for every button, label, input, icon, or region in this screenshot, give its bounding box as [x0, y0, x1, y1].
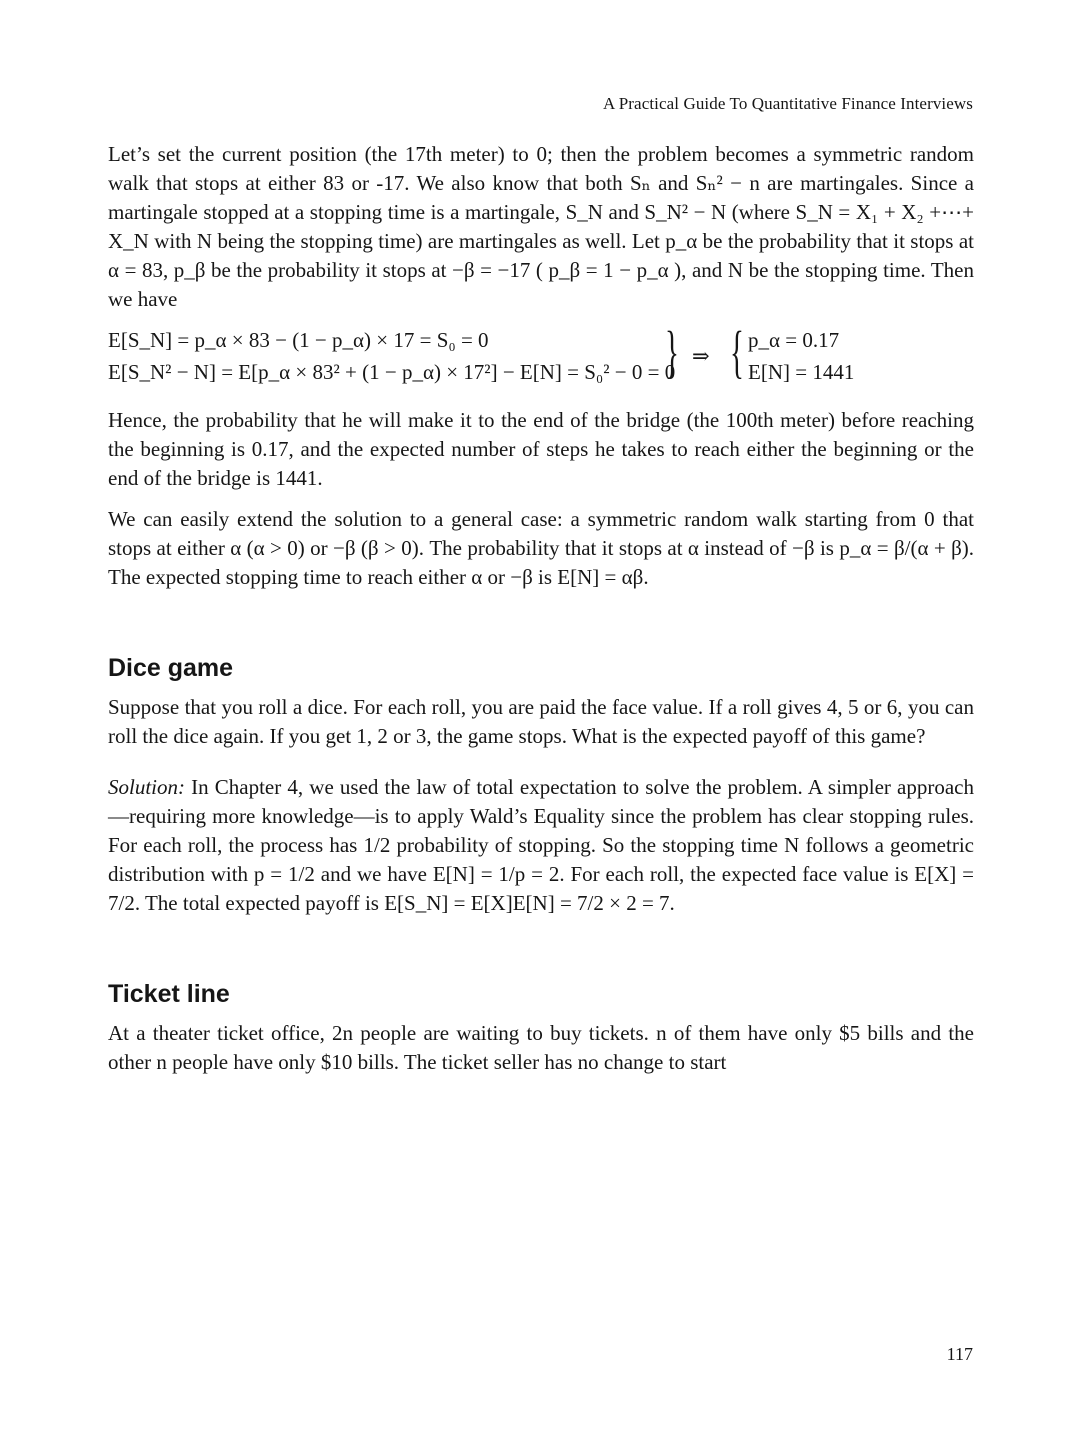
equation-expected-sn: E[S_N] = p_α × 83 − (1 − p_α) × 17 = S₀ = 0 [108, 328, 489, 352]
equation-system [108, 319, 974, 392]
dice-question: Suppose that you roll a dice. For each roll, you are paid the face value. If a roll gives 4, 5 or 6, you can roll the dice again. If you get 1, 2 or 3, the game stops. What is the expected payoff of this game? [108, 695, 974, 748]
dice-solution [108, 773, 974, 918]
page-body [108, 140, 974, 1077]
section-title-ticket-line: Ticket line [108, 980, 230, 1008]
equation-expected-sn2: E[S_N² − N] = E[p_α × 83² + (1 − p_α) × 17²] − E[N] = S₀² − 0 = 0 [108, 360, 676, 384]
running-header: A Practical Guide To Quantitative Finance Interviews [602, 94, 973, 113]
page-number: 117 [946, 1344, 973, 1364]
solution-label: Solution: [108, 775, 185, 799]
implies-arrow: ⇒ [692, 344, 710, 368]
equation-results [748, 324, 854, 388]
paragraph-generalization: We can easily extend the solution to a general case: a symmetric random walk starting from 0 that stops at either α (α > 0) or −β (β > 0). The probability that it stops at α instead of −β is p_α = β/(α + β). The expected stopping time to reach either α or −β is E[N] = αβ. [108, 507, 974, 589]
paragraph-random-walk: Let’s set the current position (the 17th meter) to 0; then the problem becomes a symmetric random walk that stops at either 83 or -17. We also know that both Sₙ and Sₙ² − n are martingales. Since a martingale stopped at a stopping time is a martingale, S_N and S_N² − N (where S_N = X₁ + X₂ +⋯+ X_N with N being the stopping time) are martingales as well. Let p_α be the probability that it stops at α = 83, p_β be the probability it stops at −β = −17 ( p_β = 1 − p_α ), and N be the stopping time. Then we have [108, 142, 974, 311]
paragraph-conclusion: Hence, the probability that he will make it to the end of the bridge (the 100th meter) before reaching the beginning is 0.17, and the expected number of steps he takes to reach either the beginning or the end of the bridge is 1441. [108, 408, 974, 490]
dice-solution-text: In Chapter 4, we used the law of total expectation to solve the problem. A simpler approach—requiring more knowledge—is to apply Wald’s Equality since the problem has clear stopping rules. For each roll, the process has 1/2 probability of stopping. So the stopping time N follows a geometric distribution with p = 1/2 and we have E[N] = 1/p = 2. For each roll, the expected face value is E[X] = 7/2. The total expected payoff is E[S_N] = E[X]E[N] = 7/2 × 2 = 7. [108, 775, 974, 915]
section-title-dice-game: Dice game [108, 654, 234, 682]
result-p-alpha: p_α = 0.17 [748, 328, 840, 352]
left-brace: { [729, 319, 744, 384]
result-expected-n: E[N] = 1441 [748, 360, 855, 384]
ticket-question: At a theater ticket office, 2n people are waiting to buy tickets. n of them have only $5 bills and the other n people have only $10 bills. The ticket seller has no change to start [108, 1021, 974, 1074]
right-brace: } [664, 319, 679, 384]
equation-left-group [108, 324, 675, 388]
